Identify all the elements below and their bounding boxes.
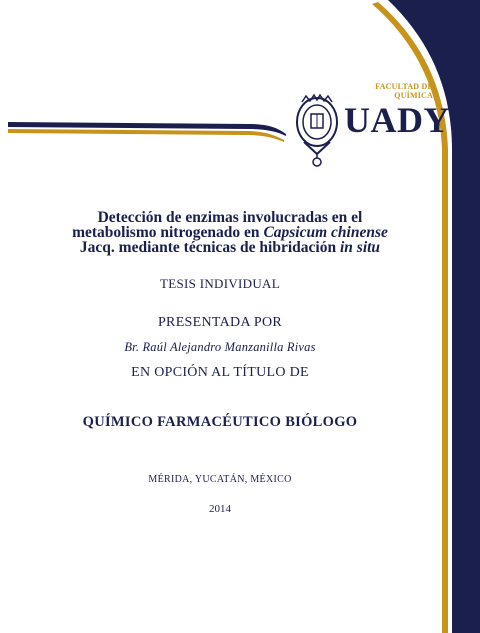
option-title-label: EN OPCIÓN AL TÍTULO DE	[131, 365, 309, 380]
title-species: Capsicum chinense	[263, 224, 388, 241]
degree-name: QUÍMICO FARMACÉUTICO BIÓLOGO	[82, 414, 358, 430]
university-seal-icon	[292, 92, 342, 172]
title-method: in situ	[339, 239, 381, 256]
faculty-label	[360, 82, 433, 100]
title-part-2: Jacq. mediante técnicas de hibridación	[79, 239, 340, 256]
thesis-type: TESIS INDIVIDUAL	[160, 276, 280, 291]
title-part-1: Detección de enzimas involucradas en el metabolismo nitrogenado en	[72, 209, 363, 241]
author-name: Br. Raúl Alejandro Manzanilla Rivas	[124, 340, 316, 354]
presented-by-label: PRESENTADA POR	[157, 315, 283, 330]
year-label: 2014	[209, 503, 231, 515]
place-label: MÉRIDA, YUCATÁN, MÉXICO	[148, 474, 292, 485]
gold-left-stripe	[8, 129, 284, 142]
faculty-line-2: QUÍMICA	[394, 91, 433, 100]
thesis-title	[60, 210, 400, 255]
uady-logo-text: UADY	[344, 100, 450, 140]
faculty-line-1: FACULTAD DE	[375, 82, 433, 91]
